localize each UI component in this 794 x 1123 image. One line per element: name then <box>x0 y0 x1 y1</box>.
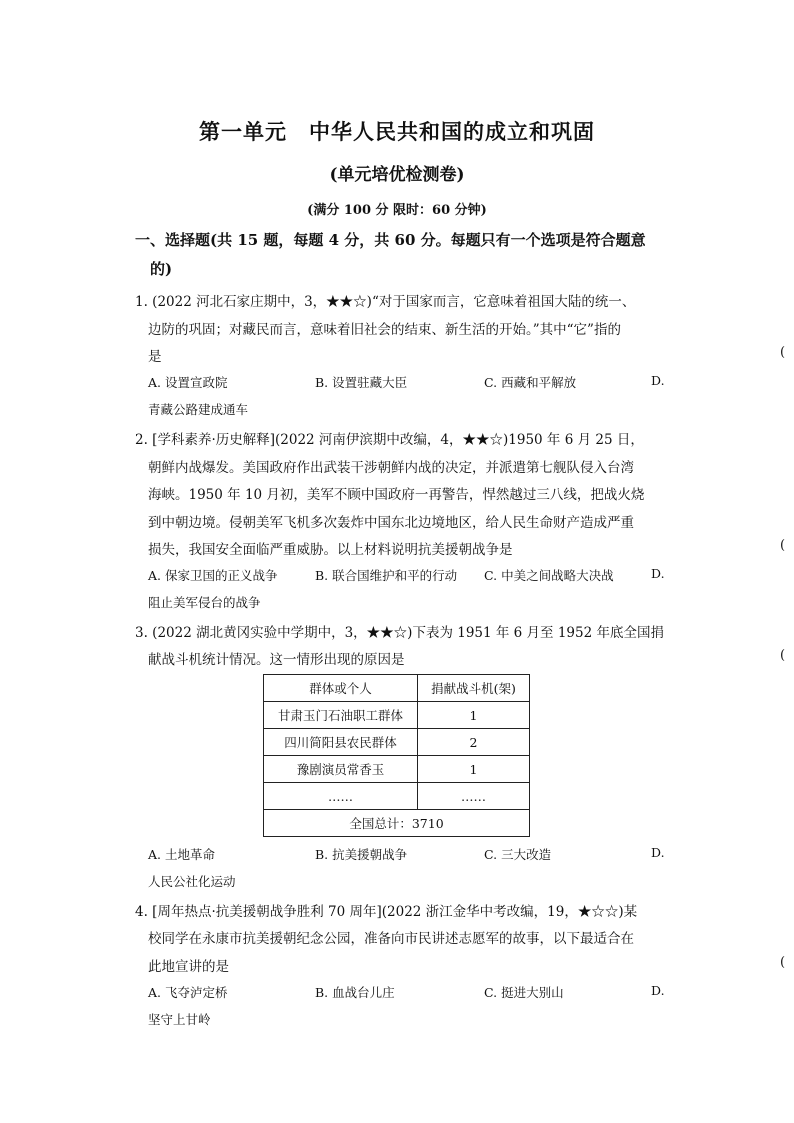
question-line: 校同学在永康市抗美援朝纪念公园，准备向市民讲述志愿军的故事，以下最适合在 <box>148 931 634 947</box>
option-b: B. 联合国维护和平的行动 <box>315 568 458 583</box>
question-line: 此地宣讲的是 <box>148 959 229 975</box>
option-d: D. <box>651 983 665 998</box>
answer-paren: ( <box>780 648 786 663</box>
table-cell: …… <box>418 783 530 810</box>
option-b: B. 血战台儿庄 <box>315 985 395 1000</box>
table-cell: 豫剧演员常香玉 <box>264 756 418 783</box>
section-heading-cont: 的) <box>150 260 173 278</box>
table-cell: 四川简阳县农民群体 <box>264 729 418 756</box>
option-d: D. <box>651 373 665 388</box>
option-d-text: 坚守上甘岭 <box>148 1012 211 1027</box>
table-row <box>264 702 530 729</box>
answer-paren: ( <box>780 955 786 970</box>
table-header: 捐献战斗机(架) <box>418 675 530 702</box>
question-line: 献战斗机统计情况。这一情形出现的原因是 <box>148 652 405 668</box>
question-line: 4. [周年热点·抗美援朝战争胜利 70 周年](2022 浙江金华中考改编，19，★☆☆)某 <box>135 904 638 920</box>
question-line: 朝鲜内战爆发。美国政府作出武装干涉朝鲜内战的决定，并派遣第七舰队侵入台湾 <box>148 460 634 476</box>
question-line: 海峡。1950 年 10 月初，美军不顾中国政府一再警告，悍然越过三八线，把战火烧 <box>148 487 645 503</box>
table-cell: 甘肃玉门石油职工群体 <box>264 702 418 729</box>
option-c: C. 中美之间战略大决战 <box>484 568 614 583</box>
question-line: 2. [学科素养·历史解释](2022 河南伊滨期中改编，4，★★☆)1950 年 6 月 25 日， <box>135 432 644 448</box>
answer-paren: ( <box>780 345 786 360</box>
table-cell: …… <box>264 783 418 810</box>
table-total-row <box>264 810 530 837</box>
option-d: D. <box>651 845 665 860</box>
donation-table <box>263 674 530 837</box>
table-row <box>264 783 530 810</box>
question-line: 边防的巩固；对藏民而言，意味着旧社会的结束、新生活的开始。”其中“它”指的 <box>148 322 621 338</box>
score-info: (满分 100 分 限时：60 分钟) <box>307 203 487 218</box>
question-line: 到中朝边境。侵朝美军飞机多次轰炸中国东北边境地区，给人民生命财产造成严重 <box>148 515 634 531</box>
option-c: C. 三大改造 <box>484 847 552 862</box>
option-a: A. 土地革命 <box>148 847 215 862</box>
table-row <box>264 756 530 783</box>
option-a: A. 保家卫国的正义战争 <box>148 568 278 583</box>
question-line: 损失，我国安全面临严重威胁。以上材料说明抗美援朝战争是 <box>148 542 513 558</box>
page-title: 第一单元 中华人民共和国的成立和巩固 <box>199 119 595 144</box>
page-subtitle: (单元培优检测卷) <box>329 165 465 185</box>
option-a: A. 设置宣政院 <box>148 375 228 390</box>
question-line: 3. (2022 湖北黄冈实验中学期中，3，★★☆)下表为 1951 年 6 月至 1952 年底全国捐 <box>135 625 664 641</box>
option-d: D. <box>651 566 665 581</box>
option-c: C. 西藏和平解放 <box>484 375 577 390</box>
section-heading: 一、选择题(共 15 题，每题 4 分，共 60 分。每题只有一个选项是符合题意 <box>135 231 646 249</box>
question-line: 1. (2022 河北石家庄期中，3，★★☆)“对于国家而言，它意味着祖国大陆的统一、 <box>135 294 636 310</box>
option-b: B. 设置驻藏大臣 <box>315 375 408 390</box>
option-d-text: 阻止美军侵台的战争 <box>148 595 261 610</box>
table-header: 群体或个人 <box>264 675 418 702</box>
table-row <box>264 729 530 756</box>
option-d-text: 人民公社化运动 <box>148 874 236 889</box>
table-total: 全国总计：3710 <box>264 810 530 837</box>
option-a: A. 飞夺泸定桥 <box>148 985 228 1000</box>
option-c: C. 挺进大别山 <box>484 985 564 1000</box>
table-cell: 1 <box>418 756 530 783</box>
question-line: 是 <box>148 349 162 365</box>
answer-paren: ( <box>780 538 786 553</box>
table-cell: 2 <box>418 729 530 756</box>
option-b: B. 抗美援朝战争 <box>315 847 408 862</box>
table-cell: 1 <box>418 702 530 729</box>
table-header-row <box>264 675 530 702</box>
option-d-text: 青藏公路建成通车 <box>148 402 249 417</box>
